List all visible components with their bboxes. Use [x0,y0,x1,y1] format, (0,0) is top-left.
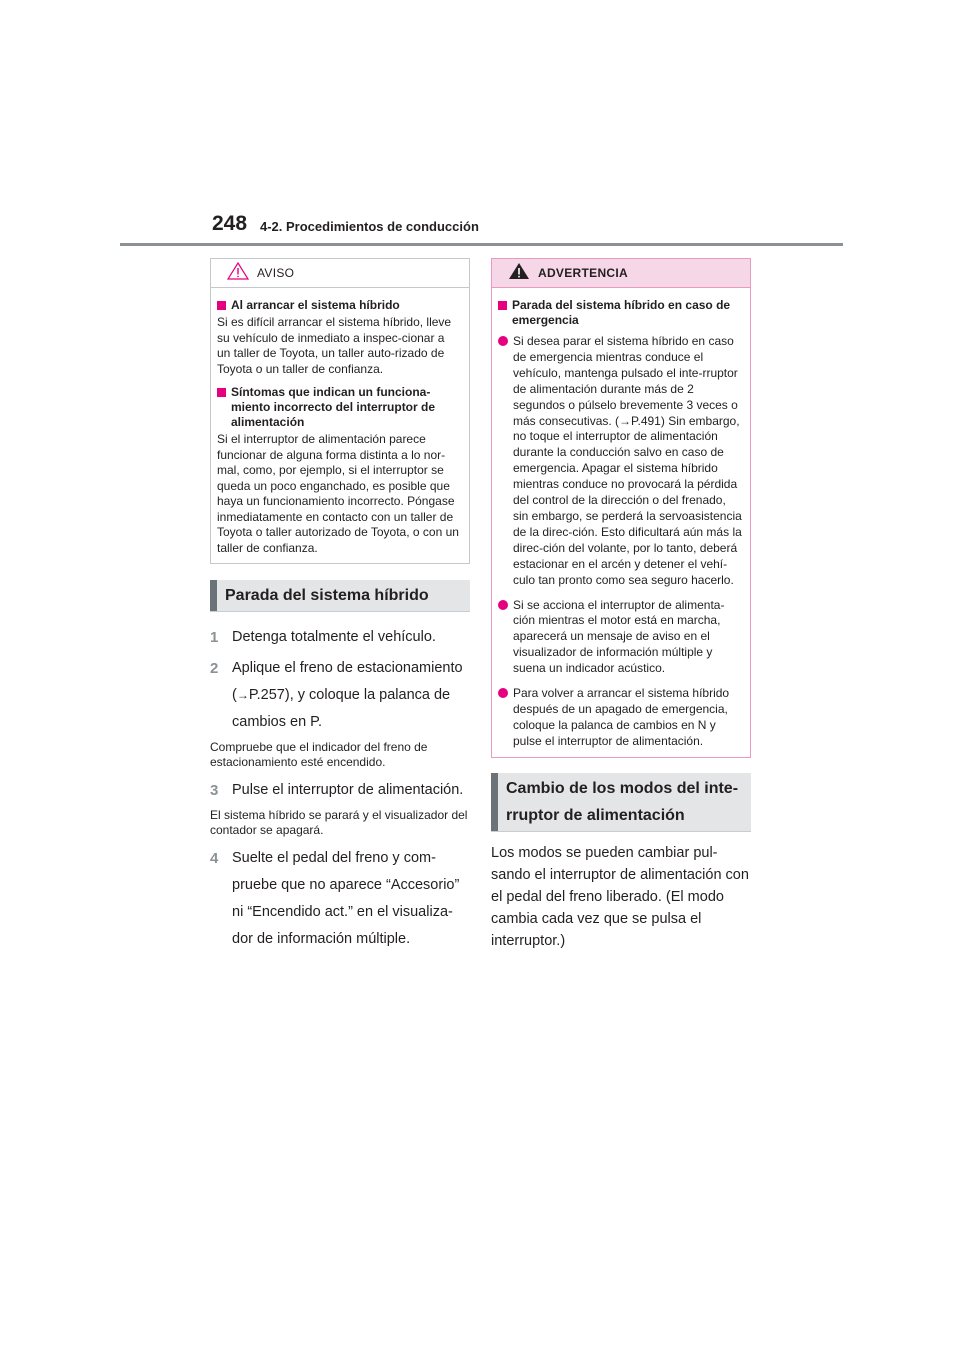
heading-bar [210,580,217,611]
warning-header [492,259,750,288]
warning-title: ADVERTENCIA [538,266,628,280]
warning-subheading: Parada del sistema híbrido en caso de emergencia [498,298,742,328]
right-column [491,258,751,952]
chapter-section-label: 4-2. Procedimientos de conducción [260,219,479,234]
step-item: 4 Suelte el pedal del freno y com-pruebe que no aparece “Accesorio” ni “Encendido act.” en el visualiza-dor de información múltiple. [210,850,460,947]
warning-triangle-filled-icon [508,262,530,285]
arrow-ref-icon: → [236,688,249,702]
section-heading-stopping: Parada del sistema híbrido [210,580,470,612]
notice-body [211,288,469,563]
page-number: 248 [212,212,248,235]
notice-subheading: Síntomas que indican un funciona-miento incorrecto del interruptor de alimentación [217,385,459,430]
warning-triangle-outline-icon [227,262,249,285]
step-item: 3 Pulse el interruptor de alimentación. [210,782,464,799]
warning-bullet: Para volver a arrancar el sistema híbrido después de un apagado de emergencia, coloque la palanca de cambios en N y pulse el interruptor de alimentación. [498,686,742,750]
header-rule [120,243,843,246]
section-heading-modes: Cambio de los modos del inte-rruptor de alimentación [491,773,751,832]
notice-paragraph: Si el interruptor de alimentación parece funcionar de alguna forma distinta a lo nor-mal, como, por ejemplo, si el interruptor se queda un poco enganchado, es posible que haya un funcionamiento incorrecto. Póngase inmediatamente en contacto con un taller de Toyota o taller autorizado de Toyota, o con un taller de confianza. [217,432,459,555]
notice-header [211,259,469,288]
notice-title: AVISO [257,266,295,280]
step-note: El sistema híbrido se parará y el visualizador del contador se apagará. [210,808,468,837]
modes-paragraph: Los modos se pueden cambiar pul-sando el interruptor de alimentación con el pedal del freno liberado. (El modo cambia cada vez que se pulsa el interruptor.) [491,844,749,949]
step-item: 2 Aplique el freno de estacionamiento (→P.257), y coloque la palanca de cambios en P. [210,660,463,730]
notice-subheading: Al arrancar el sistema híbrido [217,298,459,313]
circle-bullet-icon [498,600,508,610]
warning-box [491,258,751,758]
heading-bar [491,773,498,831]
step-note: Compruebe que el indicador del freno de estacionamiento esté encendido. [210,740,428,769]
arrow-ref-icon: → [619,413,632,428]
warning-bullet: Si desea parar el sistema híbrido en caso de emergencia mientras conduce el vehículo, mantenga pulsado el inte-rruptor de alimentación durante más de 2 segundos o púlselo brevemente 3 veces o más consecutivas. (→P.491) Sin embargo, no toque el interruptor de alimentación durante la conducción salvo en caso de emergencia. Apagar el sistema híbrido mientras conduce no provocará la pérdida del control de la dirección o del frenado, sin embargo, se perderá la servoasistencia de la direc-ción. Esto dificultará aún más la direc-ción del volante, por lo tanto, deberá estacionar en el arcén y detener el vehí-culo tan pronto como sea seguro hacerlo. [498,334,742,589]
square-bullet-icon [217,301,226,310]
square-bullet-icon [498,301,507,310]
circle-bullet-icon [498,336,508,346]
warning-bullet: Si se acciona el interruptor de alimenta-ción mientras el motor está en marcha, aparecerá un mensaje de aviso en el visualizador de información múltiple y suena un indicador acústico. [498,598,742,678]
notice-paragraph: Si es difícil arrancar el sistema híbrido, lleve su vehículo de inmediato a inspec-cionar a un taller de Toyota, un taller auto-rizado de Toyota o un taller de confianza. [217,315,452,376]
notice-box [210,258,470,564]
step-item: 1 Detenga totalmente el vehículo. [210,629,436,646]
circle-bullet-icon [498,688,508,698]
square-bullet-icon [217,388,226,397]
left-column [210,258,470,953]
warning-body [492,288,750,757]
